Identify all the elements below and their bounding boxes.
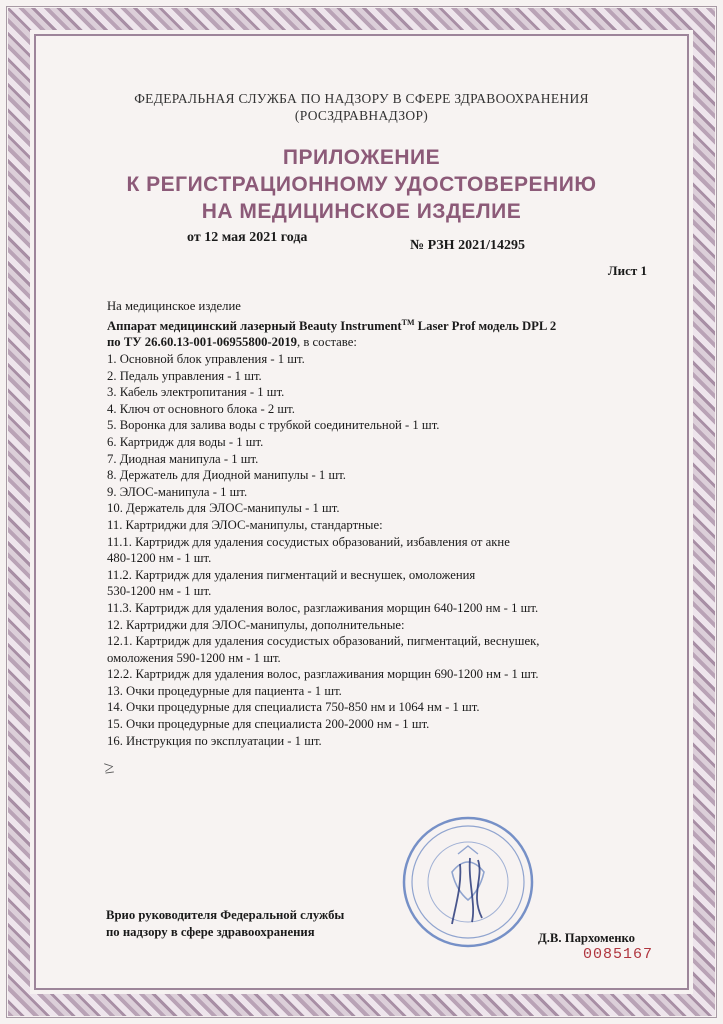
list-item: 9. ЭЛОС-манипула - 1 шт. (107, 484, 248, 499)
list-item: 11. Картриджи для ЭЛОС-манипулы, стандартные: (107, 517, 383, 532)
list-item: 480-1200 нм - 1 шт. (107, 551, 212, 566)
intro-text: На медицинское изделие (107, 299, 241, 313)
signer-name: Д.В. Пархоменко (538, 931, 636, 945)
registration-number: № РЗН 2021/14295 (410, 238, 525, 253)
components-list (107, 351, 647, 749)
agency-header (60, 90, 663, 124)
list-item: 15. Очки процедурные для специалиста 200-2000 нм - 1 шт. (107, 717, 430, 732)
list-item: 7. Диодная манипула - 1 шт. (107, 451, 259, 466)
signer-title-line-1: Врио руководителя Федеральной службы (106, 908, 345, 922)
title-line-3: НА МЕДИЦИНСКОЕ ИЗДЕЛИЕ (201, 200, 522, 223)
signer-title-line-2: по надзору в сфере здравоохранения (106, 925, 315, 939)
signer-title (106, 907, 344, 941)
device-name-part2: Laser Prof модель DPL 2 (414, 318, 557, 333)
agency-abbr: (РОСЗДРАВНАДЗОР) (294, 108, 429, 123)
list-item: 2. Педаль управления - 1 шт. (107, 368, 262, 383)
agency-name: ФЕДЕРАЛЬНАЯ СЛУЖБА ПО НАДЗОРУ В СФЕРЕ ЗДРАВООХРАНЕНИЯ (134, 91, 589, 106)
list-item: 12.2. Картридж для удаления волос, разглаживания морщин 690-1200 нм - 1 шт. (107, 667, 539, 682)
list-item: 5. Воронка для залива воды с трубкой соединительной - 1 шт. (107, 418, 440, 433)
document-body (107, 298, 647, 749)
official-seal (400, 814, 536, 950)
list-item: 12. Картриджи для ЭЛОС-манипулы, дополнительные: (107, 617, 405, 632)
list-item: 14. Очки процедурные для специалиста 750-850 нм и 1064 нм - 1 шт. (107, 700, 480, 715)
list-item: 4. Ключ от основного блока - 2 шт. (107, 401, 295, 416)
list-item: омоложения 590-1200 нм - 1 шт. (107, 650, 281, 665)
list-item: 10. Держатель для ЭЛОС-манипулы - 1 шт. (107, 501, 340, 516)
list-item: 11.2. Картридж для удаления пигментаций и веснушек, омоложения (107, 567, 476, 582)
list-item: 11.1. Картридж для удаления сосудистых образований, избавления от акне (107, 534, 510, 549)
document-title (60, 144, 663, 225)
list-item: 6. Картридж для воды - 1 шт. (107, 434, 264, 449)
sheet-number: Лист 1 (607, 263, 647, 278)
list-item: 3. Кабель электропитания - 1 шт. (107, 385, 285, 400)
device-spec (107, 334, 647, 351)
device-name-part1: Аппарат медицинский лазерный Beauty Instrument (107, 318, 402, 333)
title-line-1: ПРИЛОЖЕНИЕ (282, 146, 441, 169)
issue-date: от 12 мая 2021 года (187, 230, 308, 245)
list-item: 1. Основной блок управления - 1 шт. (107, 352, 305, 367)
list-item: 13. Очки процедурные для пациента - 1 шт. (107, 683, 342, 698)
list-item: 530-1200 нм - 1 шт. (107, 584, 212, 599)
device-spec-bold: по ТУ 26.60.13-001-06955800-2019 (107, 335, 298, 350)
list-item: 11.3. Картридж для удаления волос, разглаживания морщин 640-1200 нм - 1 шт. (107, 600, 539, 615)
device-name (107, 315, 647, 335)
trademark-sign: TM (401, 317, 415, 327)
list-item: 12.1. Картридж для удаления сосудистых образований, пигментаций, веснушек, (107, 634, 540, 649)
device-spec-tail: , в составе: (297, 335, 357, 350)
list-item: 8. Держатель для Диодной манипулы - 1 шт. (107, 468, 346, 483)
list-item: 16. Инструкция по эксплуатации - 1 шт. (107, 733, 322, 748)
form-serial-number: 0085167 (583, 946, 654, 963)
handwritten-mark: ≥ (102, 756, 116, 778)
title-line-2: К РЕГИСТРАЦИОННОМУ УДОСТОВЕРЕНИЮ (126, 173, 597, 196)
